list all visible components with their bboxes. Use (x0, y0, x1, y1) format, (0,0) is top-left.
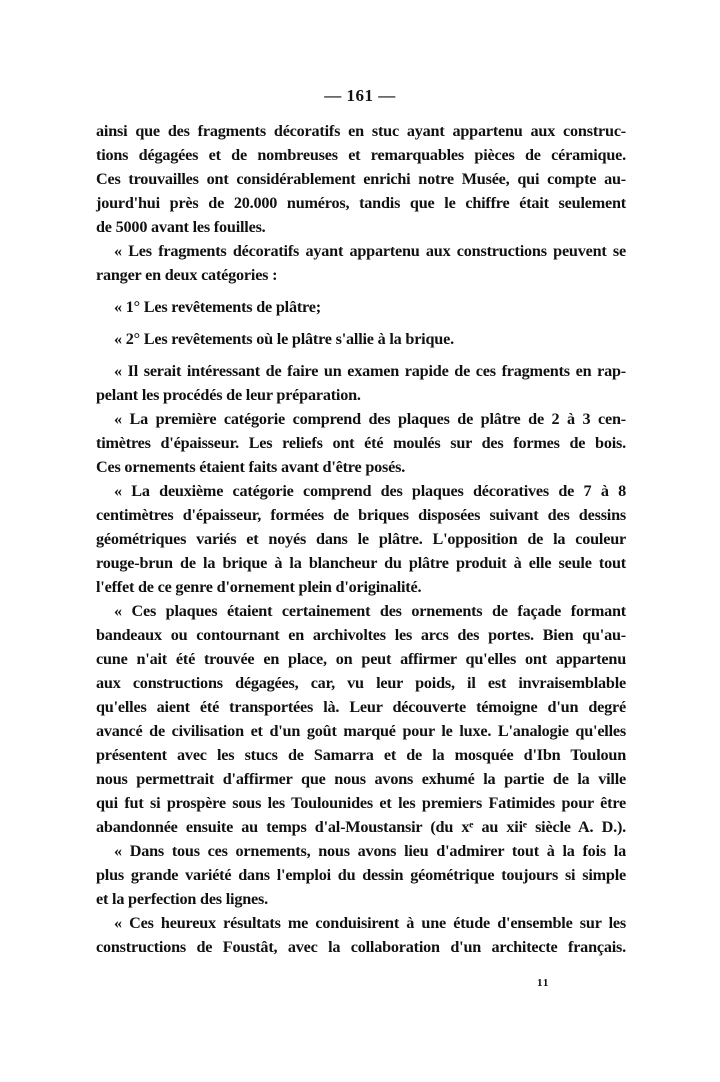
text-line: « Les fragments décoratifs ayant appartenu aux constructions peuvent se (114, 242, 626, 260)
text-line: géométriques variés et noyés dans le plâtre. L'opposition de la couleur (96, 530, 626, 548)
text-line: Ces trouvailles ont considérablement enrichi notre Musée, qui compte au- (96, 170, 626, 188)
paragraph (96, 239, 626, 287)
text-line: « La deuxième catégorie comprend des plaques décoratives de 7 à 8 (114, 482, 626, 500)
paragraph (96, 407, 626, 479)
text-line: « Il serait intéressant de faire un examen rapide de ces fragments en rap- (114, 362, 626, 380)
text-line: rouge-brun de la brique à la blancheur du plâtre produit à elle seule tout (96, 554, 626, 572)
text-line: timètres d'épaisseur. Les reliefs ont été moulés sur des formes de bois. (96, 434, 626, 452)
text-line: ainsi que des fragments décoratifs en stuc ayant appartenu aux construc- (96, 122, 626, 140)
text-line: jourd'hui près de 20.000 numéros, tandis que le chiffre était seulement (96, 194, 626, 212)
text-line: centimètres d'épaisseur, formées de briques disposées suivant des dessins (96, 506, 626, 524)
paragraph (96, 839, 626, 911)
text-line: « Ces plaques étaient certainement des ornements de façade formant (114, 602, 626, 620)
page-number-header: — 161 — (324, 86, 396, 105)
text-line: tions dégagées et de nombreuses et remarquables pièces de céramique. (96, 146, 626, 164)
text-line: « 1° Les revêtements de plâtre; (114, 298, 321, 316)
paragraph (96, 599, 626, 839)
text-line: ranger en deux catégories : (96, 266, 278, 284)
paragraph (96, 911, 626, 959)
signature-mark: 11 (537, 977, 550, 989)
text-line: constructions de Foustât, avec la collaboration d'un architecte français. (96, 938, 626, 956)
text-line: pelant les procédés de leur préparation. (96, 386, 361, 404)
paragraph (96, 119, 626, 239)
list-item (96, 327, 626, 351)
text-line: qui fut si prospère sous les Toulounides et les premiers Fatimides pour être (96, 794, 626, 812)
body-text (96, 119, 626, 959)
text-line: l'effet de ce genre d'ornement plein d'originalité. (96, 578, 422, 596)
text-line: bandeaux ou contournant en archivoltes les arcs des portes. Bien qu'au- (96, 626, 626, 644)
paragraph (96, 479, 626, 599)
paragraph (96, 359, 626, 407)
text-line: avancé de civilisation et d'un goût marqué pour le luxe. L'analogie qu'elles (96, 722, 626, 740)
text-line: cune n'ait été trouvée en place, on peut affirmer qu'elles ont appartenu (96, 650, 626, 668)
text-line: présentent avec les stucs de Samarra et de la mosquée d'Ibn Touloun (96, 746, 626, 764)
text-line: abandonnée ensuite au temps d'al-Moustansir (du xᵉ au xiiᵉ siècle A. D.). (96, 818, 626, 836)
text-line: aux constructions dégagées, car, vu leur poids, il est invraisemblable (96, 674, 626, 692)
text-line: Ces ornements étaient faits avant d'être posés. (96, 458, 406, 476)
list-item (96, 295, 626, 319)
text-line: nous permettrait d'affirmer que nous avons exhumé la partie de la ville (96, 770, 626, 788)
text-line: et la perfection des lignes. (96, 890, 268, 908)
text-line: « Dans tous ces ornements, nous avons lieu d'admirer tout à la fois la (114, 842, 626, 860)
text-line: « La première catégorie comprend des plaques de plâtre de 2 à 3 cen- (114, 410, 626, 428)
text-line: de 5000 avant les fouilles. (96, 218, 266, 236)
text-line: « 2° Les revêtements où le plâtre s'allie à la brique. (114, 330, 454, 348)
text-line: « Ces heureux résultats me conduisirent à une étude d'ensemble sur les (114, 914, 626, 932)
text-line: qu'elles aient été transportées là. Leur découverte témoigne d'un degré (96, 698, 626, 716)
text-line: plus grande variété dans l'emploi du dessin géométrique toujours si simple (96, 866, 626, 884)
